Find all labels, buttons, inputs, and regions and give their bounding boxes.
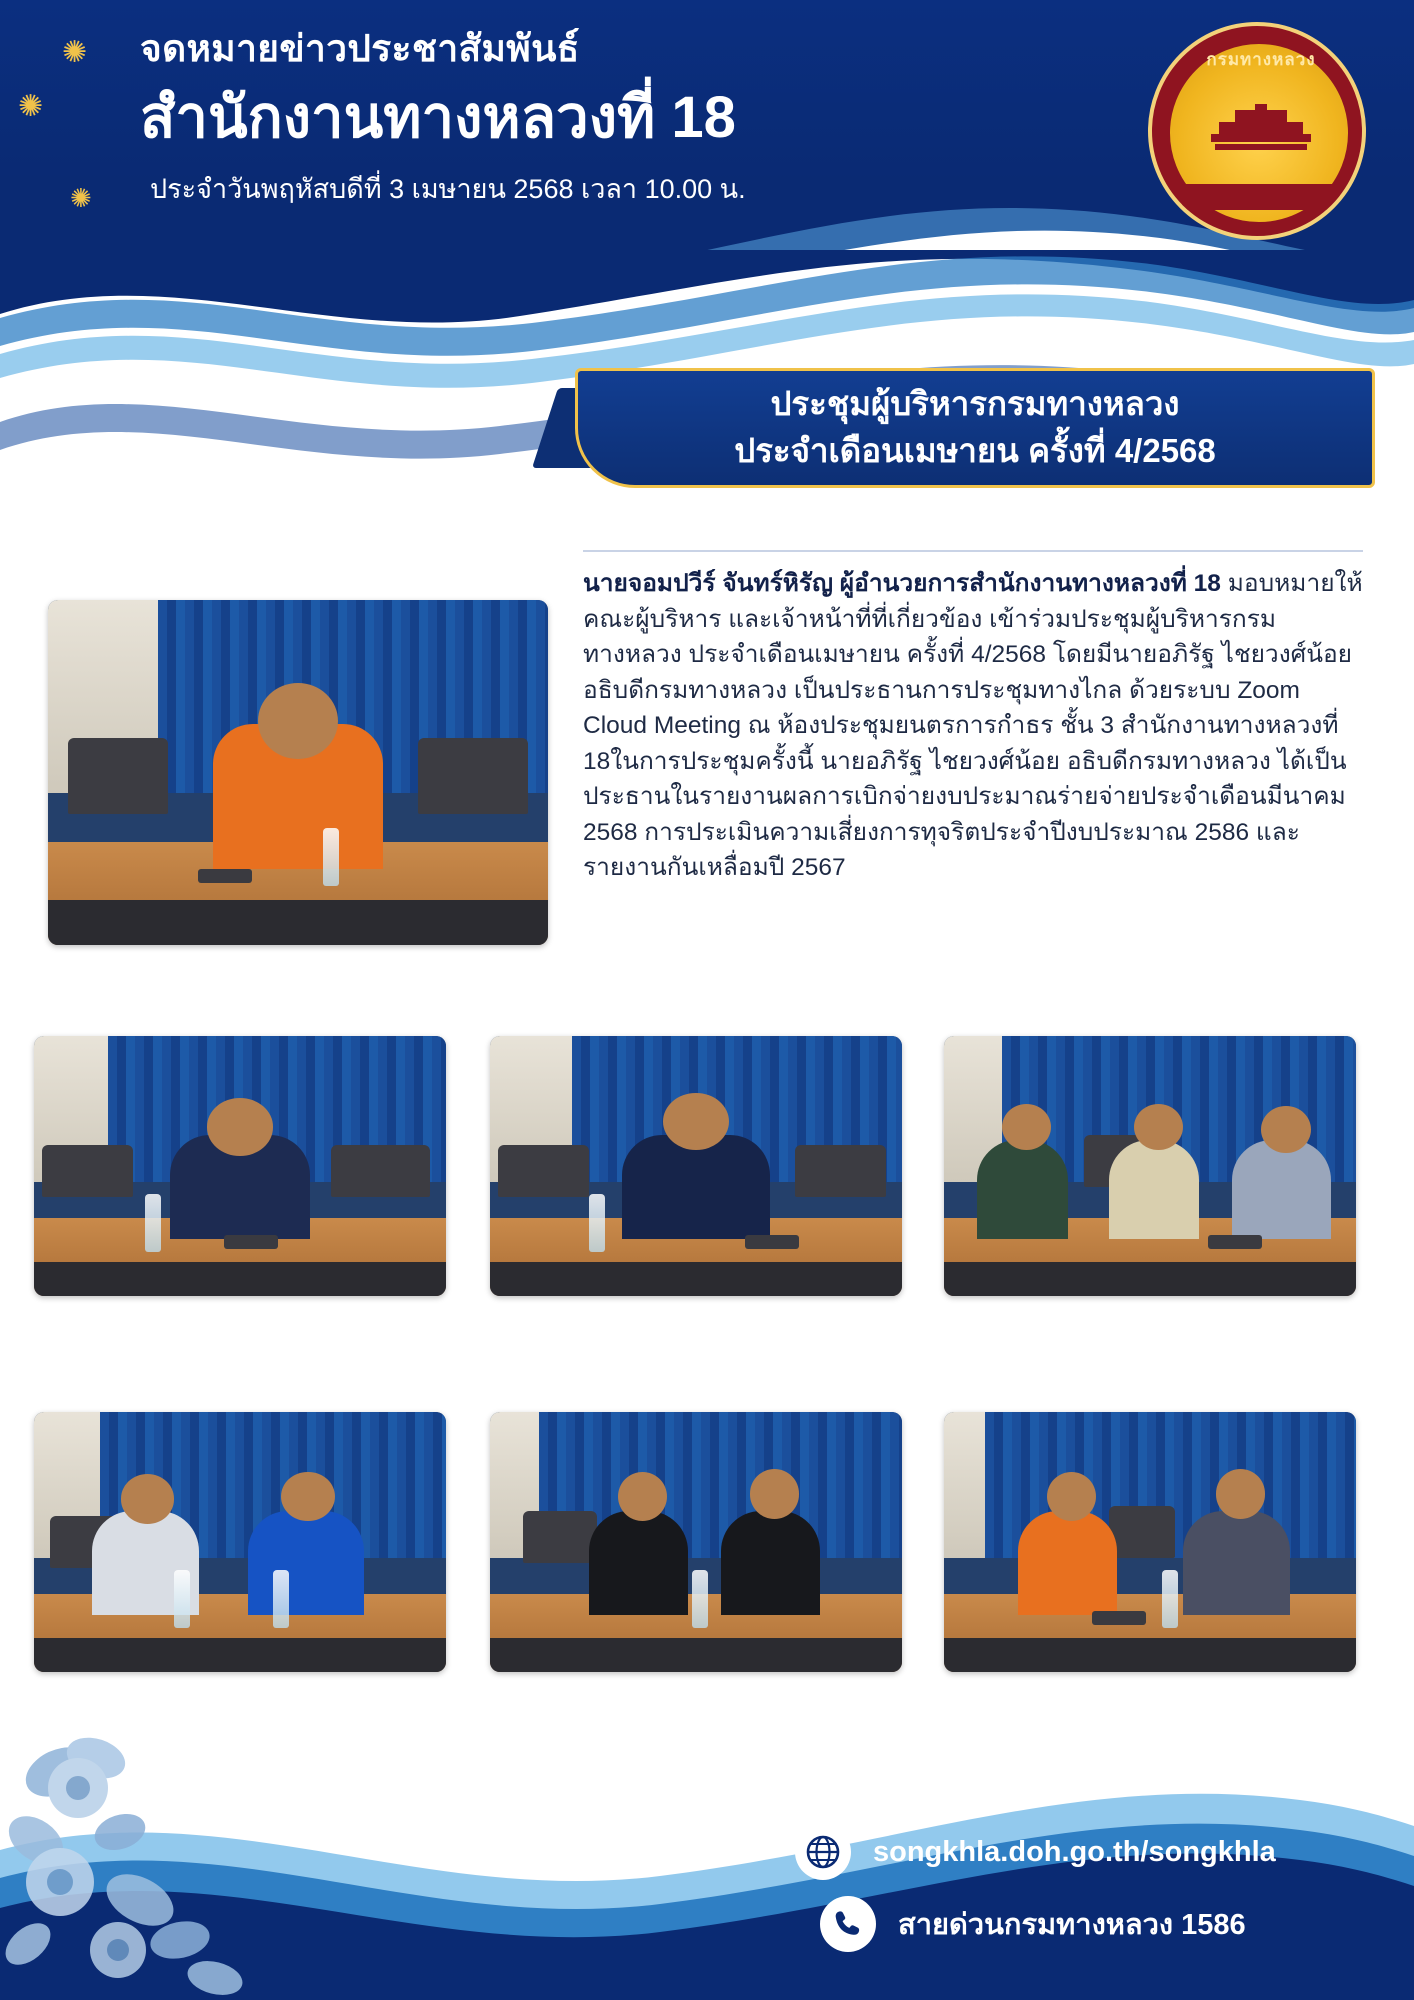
photo-table-front	[944, 1262, 1356, 1296]
photo-person	[721, 1511, 820, 1615]
photo-two-men-blue	[34, 1412, 446, 1672]
photo-table-front	[34, 1638, 446, 1672]
website-url[interactable]: songkhla.doh.go.th/songkhla	[873, 1835, 1276, 1868]
photo-two-women-orange	[944, 1412, 1356, 1672]
hotline-number[interactable]: สายด่วนกรมทางหลวง 1586	[898, 1909, 1246, 1941]
photo-two-women-black	[490, 1412, 902, 1672]
banner-line-1: ประชุมผู้บริหารกรมทางหลวง	[770, 385, 1180, 422]
photo-person-head	[1216, 1469, 1265, 1518]
photo-three-officers	[944, 1036, 1356, 1296]
photo-chair	[795, 1145, 886, 1197]
photo-person-head	[1261, 1106, 1310, 1153]
contact-website-row[interactable]	[795, 1824, 1276, 1880]
photo-water-bottle	[1162, 1570, 1178, 1628]
ornament-icon-3: ✺	[70, 183, 92, 213]
photo-table-front	[490, 1638, 902, 1672]
photo-water-bottle	[273, 1570, 289, 1628]
photo-chair	[1109, 1506, 1175, 1558]
photo-microphone	[198, 869, 252, 883]
photo-person-head	[618, 1472, 667, 1521]
photo-content	[944, 1412, 1356, 1672]
seal-banner	[1182, 184, 1340, 210]
newsletter-kicker: จดหมายข่าวประชาสัมพันธ์	[140, 28, 580, 69]
photo-officer-navy-jacket-1	[34, 1036, 446, 1296]
photo-content	[34, 1412, 446, 1672]
photo-water-bottle	[145, 1194, 161, 1252]
photo-person-head	[207, 1098, 273, 1155]
ornament-icon-2: ✺	[18, 90, 44, 123]
photo-chair	[42, 1145, 133, 1197]
photo-person	[1183, 1511, 1290, 1615]
photo-microphone	[224, 1235, 278, 1249]
seal-label: กรมทางหลวง	[1206, 50, 1316, 69]
photo-director-orange-shirt	[48, 600, 548, 945]
photo-content	[34, 1036, 446, 1296]
photo-person	[1109, 1140, 1200, 1239]
photo-chair	[68, 738, 168, 814]
globe-icon	[795, 1824, 851, 1880]
photo-content	[490, 1412, 902, 1672]
publish-date: ประจำวันพฤหัสบดีที่ 3 เมษายน 2568 เวลา 10.00 น.	[150, 174, 746, 204]
photo-table-front	[48, 900, 548, 945]
ornament-icon-1: ✺	[62, 36, 88, 69]
photo-person-head	[121, 1474, 175, 1523]
photo-chair	[523, 1511, 597, 1563]
photo-water-bottle	[174, 1570, 190, 1628]
article-banner	[575, 368, 1375, 488]
photo-person-head	[1134, 1104, 1183, 1151]
article-divider	[583, 550, 1363, 552]
photo-microphone	[745, 1235, 799, 1249]
photo-person	[622, 1135, 770, 1239]
photo-table-front	[944, 1638, 1356, 1672]
photo-person	[977, 1140, 1068, 1239]
seal-building-icon	[1209, 104, 1313, 164]
phone-icon	[820, 1896, 876, 1952]
photo-content	[944, 1036, 1356, 1296]
photo-chair	[331, 1145, 430, 1197]
photo-person-head	[281, 1472, 335, 1521]
photo-microphone	[1208, 1235, 1262, 1249]
photo-table-front	[490, 1262, 902, 1296]
department-seal-logo	[1148, 22, 1366, 240]
article-lead: นายจอมปวีร์ จันทร์หิรัญ ผู้อำนวยการสำนักงานทางหลวงที่ 18	[583, 570, 1221, 597]
page-footer	[0, 1700, 1414, 2000]
photo-content	[490, 1036, 902, 1296]
photo-person-head	[663, 1093, 729, 1150]
photo-person-head	[258, 683, 338, 759]
header-text-block	[140, 22, 920, 210]
photo-chair	[498, 1145, 589, 1197]
photo-person-head	[1002, 1104, 1051, 1151]
floral-decoration	[0, 1700, 330, 2000]
page-title: สำนักงานทางหลวงที่ 18	[140, 85, 736, 150]
photo-person-head	[750, 1469, 799, 1518]
photo-content	[48, 600, 548, 945]
photo-water-bottle	[323, 828, 339, 886]
photo-person	[248, 1511, 363, 1615]
photo-water-bottle	[589, 1194, 605, 1252]
photo-table-front	[34, 1262, 446, 1296]
article-body	[583, 566, 1363, 886]
photo-microphone	[1092, 1611, 1146, 1625]
photo-officer-navy-jacket-2	[490, 1036, 902, 1296]
photo-person	[1232, 1140, 1331, 1239]
contact-hotline-row[interactable]	[820, 1896, 1246, 1952]
photo-person	[1018, 1511, 1117, 1615]
photo-person	[589, 1511, 688, 1615]
banner-line-2: ประจำเดือนเมษายน ครั้งที่ 4/2568	[734, 432, 1216, 469]
photo-water-bottle	[692, 1570, 708, 1628]
photo-chair	[418, 738, 528, 814]
article-text: มอบหมายให้คณะผู้บริหาร และเจ้าหน้าที่ที่เกี่ยวข้อง เข้าร่วมประชุมผู้บริหารกรมทางหลวง ประจำเดือนเมษายน ครั้งที่ 4/2568 โดยมีนายอภิรัฐ ไชยวงศ์น้อย อธิบดีกรมทางหลวง เป็นประธานการประชุมทางไกล ด้วยระบบ Zoom Cloud Meeting ณ ห้องประชุมยนตรการกำธร ชั้น 3 สำนักงานทางหลวงที่ 18ในการประชุมครั้งนี้ นายอภิรัฐ ไชยวงศ์น้อย อธิบดีกรมทางหลวง ได้เป็นประธานในรายงานผลการเบิกจ่ายงบประมาณร่ายจ่ายประจำเดือนมีนาคม 2568 การประเมินความเสี่ยงการทุจริตประจำปีงบประมาณ 2586 และรายงานกันเหลื่อมปี 2567	[583, 570, 1363, 881]
